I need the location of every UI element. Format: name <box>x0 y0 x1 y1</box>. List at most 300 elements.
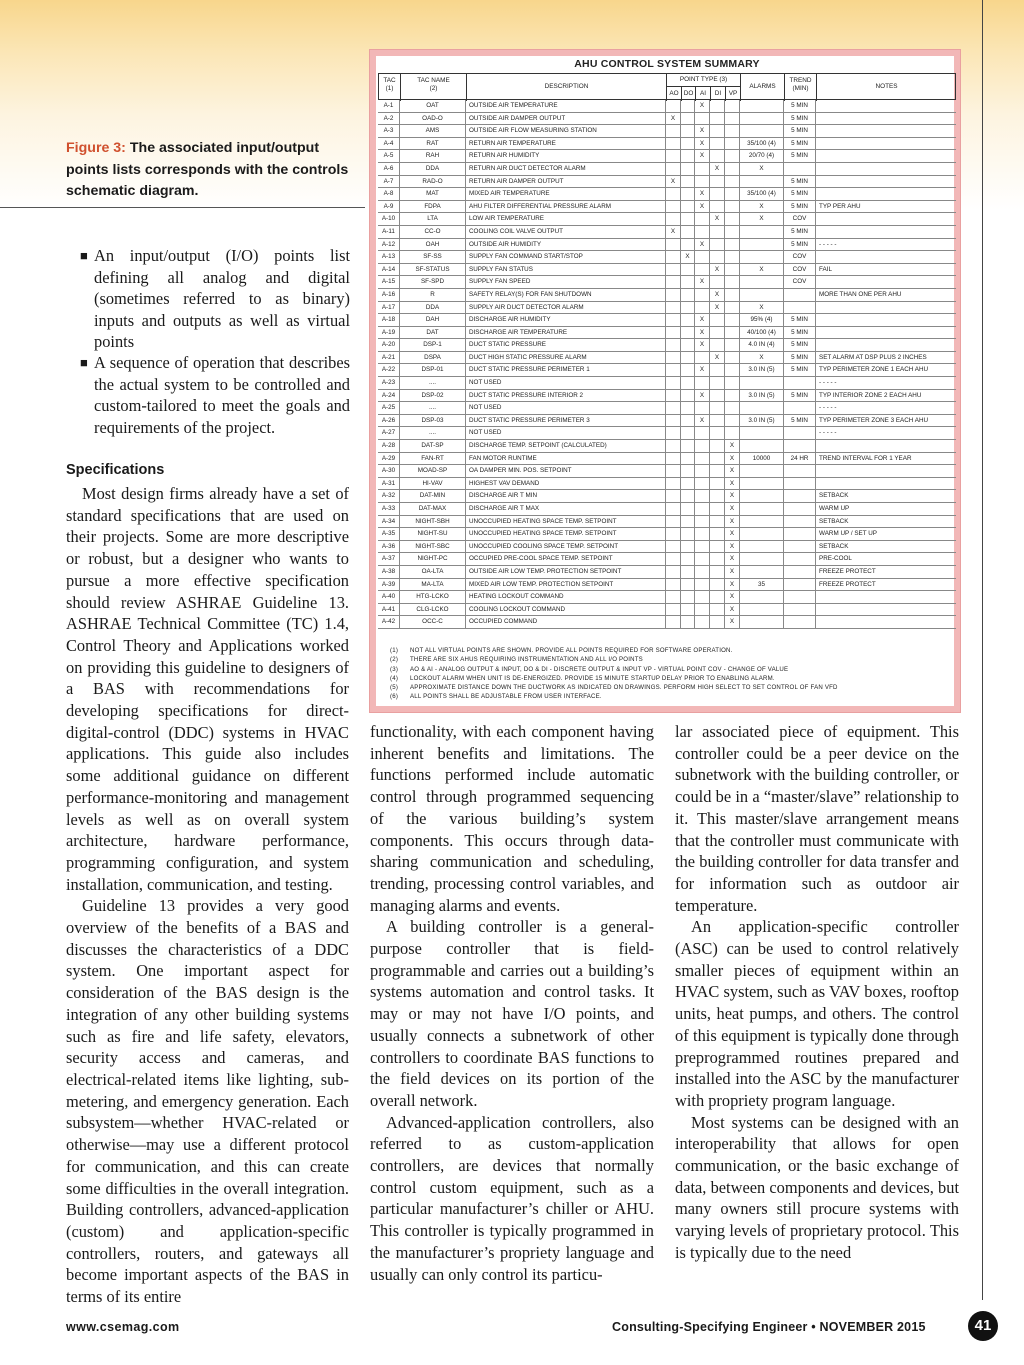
table-body <box>378 100 956 629</box>
cell-tac: A-18 <box>378 314 400 327</box>
cell-ai: X <box>695 138 710 151</box>
cell-di <box>710 314 725 327</box>
cell-tac: A-28 <box>378 440 400 453</box>
cell-alarms: 95% (4) <box>740 314 784 327</box>
cell-notes <box>816 339 955 352</box>
cell-tac: A-38 <box>378 566 400 579</box>
cell-di <box>710 339 725 352</box>
cell-trend: 5 MIN <box>784 125 816 138</box>
cell-alarms: 40/100 (4) <box>740 327 784 340</box>
cell-ao <box>666 541 681 554</box>
cell-do: X <box>681 251 695 264</box>
cell-ao <box>666 239 681 252</box>
cell-vp: X <box>725 616 740 629</box>
bullet-item <box>80 352 350 438</box>
cell-tac-name: DDA <box>400 163 466 176</box>
table-row <box>378 579 956 592</box>
cell-tac: A-30 <box>378 465 400 478</box>
cell-di: X <box>710 302 725 315</box>
cell-ai <box>695 213 710 226</box>
cell-vp <box>725 327 740 340</box>
cell-do <box>681 176 695 189</box>
cell-ai <box>695 251 710 264</box>
cell-notes: - - - - - <box>819 240 837 248</box>
cell-vp <box>725 415 740 428</box>
cell-vp: X <box>725 465 740 478</box>
cell-di: X <box>710 289 725 302</box>
cell-tac: A-37 <box>378 553 400 566</box>
table-row <box>378 440 956 453</box>
cell-di <box>710 125 725 138</box>
cell-do <box>681 390 695 403</box>
cell-description: SUPPLY AIR DUCT DETECTOR ALARM <box>466 302 666 315</box>
cell-tac: A-26 <box>378 415 400 428</box>
cell-di <box>710 138 725 151</box>
figure-caption <box>66 138 356 203</box>
cell-do <box>681 339 695 352</box>
cell-tac: A-22 <box>378 364 400 377</box>
cell-do <box>681 113 695 126</box>
cell-ao <box>666 415 681 428</box>
cell-ao <box>666 427 681 440</box>
cell-notes <box>816 176 955 189</box>
table-row <box>378 478 956 491</box>
cell-tac-name: DAT-SP <box>400 440 466 453</box>
paragraph: functionality, with each component having inherent benefits and limitations. The functions performed include automatic control through programmed sequencing of the various building’s system components. This occurs through data-sharing communication and scheduling, trending, processing control variables, and managing alarms and events. <box>370 722 654 915</box>
footnote: (2) THERE ARE SIX AHUS REQUIRING INSTRUMENTATION AND ALL I/O POINTS <box>390 656 643 664</box>
cell-alarms <box>740 490 784 503</box>
cell-tac-name: DAT-MIN <box>400 490 466 503</box>
table-row <box>378 541 956 554</box>
cell-di <box>710 516 725 529</box>
cell-alarms: 35 <box>740 579 784 592</box>
cell-description: RETURN AIR TEMPERATURE <box>466 138 666 151</box>
cell-di <box>710 566 725 579</box>
cell-di: X <box>710 352 725 365</box>
cell-description: HIGHEST VAV DEMAND <box>466 478 666 491</box>
cell-di <box>710 415 725 428</box>
cell-description: MIXED AIR TEMPERATURE <box>466 188 666 201</box>
cell-vp <box>725 188 740 201</box>
table-row <box>378 490 956 503</box>
cell-trend: 24 HR <box>784 453 816 466</box>
cell-alarms: 35/100 (4) <box>740 138 784 151</box>
cell-tac-name: NIGHT-SU <box>400 528 466 541</box>
cell-ai: X <box>695 415 710 428</box>
cell-trend <box>784 490 816 503</box>
cell-vp: X <box>725 604 740 617</box>
cell-tac: A-20 <box>378 339 400 352</box>
cell-trend: 5 MIN <box>784 176 816 189</box>
cell-description: SAFETY RELAY(S) FOR FAN SHUTDOWN <box>466 289 666 302</box>
cell-alarms <box>740 100 784 113</box>
cell-alarms: X <box>740 163 784 176</box>
cell-tac: A-3 <box>378 125 400 138</box>
col-header-ai: AI <box>696 87 711 101</box>
cell-description: OUTSIDE AIR FLOW MEASURING STATION <box>466 125 666 138</box>
cell-di <box>710 528 725 541</box>
cell-ai: X <box>695 339 710 352</box>
cell-ai <box>695 402 710 415</box>
paragraph: Advanced-application controllers, also referred to as custom-application controllers, are devices that normally control custom equipment, such as a particular manufacturer’s chiller or AHU. This controller is typically programmed in the manufacturer’s propriety language and usually can only control its particu- <box>370 1112 654 1284</box>
cell-vp <box>725 100 740 113</box>
cell-alarms: 3.0 IN (5) <box>740 390 784 403</box>
footnote: (5) APPROXIMATE DISTANCE DOWN THE DUCTWORK AS INDICATED ON DRAWINGS. PERFORM HIGH SELECT TO SET CONTROL OF FAN VFD <box>390 684 838 692</box>
table-row <box>378 604 956 617</box>
cell-do <box>681 453 695 466</box>
table-row <box>378 201 956 214</box>
cell-vp: X <box>725 541 740 554</box>
cell-tac: A-17 <box>378 302 400 315</box>
table-row <box>378 516 956 529</box>
cell-tac-name: AMS <box>400 125 466 138</box>
col-header-do: DO <box>682 87 696 101</box>
cell-ai <box>695 465 710 478</box>
cell-description: OCCUPIED PRE-COOL SPACE TEMP. SETPOINT <box>466 553 666 566</box>
cell-ai: X <box>695 150 710 163</box>
cell-ao <box>666 528 681 541</box>
cell-alarms: 4.0 IN (4) <box>740 339 784 352</box>
cell-tac-name: DAT-MAX <box>400 503 466 516</box>
cell-di <box>710 390 725 403</box>
cell-notes: - - - - - <box>819 429 837 437</box>
cell-description: NOT USED <box>466 402 666 415</box>
table-row <box>378 289 956 302</box>
paragraph: Most systems can be designed with an interoperability that allows for open communication, or the basic exchange of data, between components and devices, but many owners still procure systems with varying levels of proprietary protocol. This is typically due to the need <box>675 1112 959 1262</box>
cell-tac-name: OAH <box>400 239 466 252</box>
cell-tac-name: DSP-1 <box>400 339 466 352</box>
col-header-description: DESCRIPTION <box>467 74 667 101</box>
cell-vp: X <box>725 440 740 453</box>
table-row <box>378 302 956 315</box>
cell-ao <box>666 616 681 629</box>
cell-do <box>681 201 695 214</box>
cell-description: DUCT HIGH STATIC PRESSURE ALARM <box>466 352 666 365</box>
table-row <box>378 150 956 163</box>
cell-tac-name: DSPA <box>400 352 466 365</box>
cell-ao <box>666 188 681 201</box>
cell-ao <box>666 591 681 604</box>
table-row <box>378 138 956 151</box>
cell-notes: FREEZE PROTECT <box>819 567 876 575</box>
bullet-text: A sequence of operation that describes the actual system to be controlled and custom-tailored to meet the goals and requirements of the project. <box>94 353 350 437</box>
cell-ao <box>666 377 681 390</box>
cell-description: UNOCCUPIED HEATING SPACE TEMP. SETPOINT <box>466 516 666 529</box>
cell-trend <box>784 579 816 592</box>
cell-trend: COV <box>784 264 816 277</box>
cell-tac: A-5 <box>378 150 400 163</box>
cell-notes: TYP PERIMETER ZONE 3 EACH AHU <box>819 416 929 424</box>
cell-vp <box>725 226 740 239</box>
cell-tac-name: DSP-01 <box>400 364 466 377</box>
cell-di <box>710 579 725 592</box>
cell-tac-name: DSP-02 <box>400 390 466 403</box>
col-header-alarms: ALARMS <box>741 74 785 101</box>
table-header <box>378 73 956 100</box>
cell-description: OUTSIDE AIR HUMIDITY <box>466 239 666 252</box>
cell-ao <box>666 100 681 113</box>
cell-trend: 5 MIN <box>784 364 816 377</box>
table-row <box>378 591 956 604</box>
table-row <box>378 566 956 579</box>
table-row <box>378 553 956 566</box>
cell-alarms <box>740 478 784 491</box>
cell-ai <box>695 604 710 617</box>
cell-di <box>710 188 725 201</box>
cell-notes: PRE-COOL <box>819 555 852 563</box>
cell-vp: X <box>725 516 740 529</box>
cell-ai: X <box>695 201 710 214</box>
paragraph: Guideline 13 provides a very good overview of the benefits of a BAS and discusses the characteristics of a DDC system. One important aspect for consideration of the BAS design is the integration of any other building systems such as fire and life safety, elevators, security access and cameras, and electrical-related items like lighting, sub-metering, and emergency generation. Each subsystem—whether HVAC-related or otherwise—may use a different protocol for communication, and this can create some difficulties in the overall integration. Building controllers, advanced-application (custom) and application-specific controllers, routers, and gateways all become important aspects of the BAS in terms of its entire <box>66 896 349 1307</box>
cell-di <box>710 478 725 491</box>
cell-alarms: 3.0 IN (5) <box>740 415 784 428</box>
cell-trend: 5 MIN <box>784 150 816 163</box>
cell-do <box>681 150 695 163</box>
cell-trend <box>784 427 816 440</box>
cell-notes <box>816 188 955 201</box>
cell-trend <box>784 465 816 478</box>
cell-ao <box>666 289 681 302</box>
cell-alarms <box>740 176 784 189</box>
cell-vp <box>725 251 740 264</box>
cell-di <box>710 465 725 478</box>
cell-notes: WARM UP <box>819 505 850 512</box>
cell-ai <box>695 226 710 239</box>
cell-ai <box>695 490 710 503</box>
cell-ao <box>666 516 681 529</box>
cell-description: DISCHARGE TEMP. SETPOINT (CALCULATED) <box>466 440 666 453</box>
cell-ao <box>666 402 681 415</box>
cell-tac: A-33 <box>378 503 400 516</box>
table-row <box>378 113 956 126</box>
cell-description: OA DAMPER MIN. POS. SETPOINT <box>466 465 666 478</box>
cell-ai <box>695 163 710 176</box>
cell-ao <box>666 390 681 403</box>
col-header-ao: AO <box>667 87 682 101</box>
cell-tac: A-29 <box>378 453 400 466</box>
cell-di <box>710 490 725 503</box>
cell-tac: A-41 <box>378 604 400 617</box>
cell-tac: A-32 <box>378 490 400 503</box>
table-row <box>378 402 956 415</box>
cell-alarms: 35/100 (4) <box>740 188 784 201</box>
cell-notes <box>816 465 955 478</box>
cell-alarms <box>740 616 784 629</box>
cell-notes <box>816 604 955 617</box>
cell-vp <box>725 213 740 226</box>
cell-do <box>681 302 695 315</box>
page-number: 41 <box>968 1311 998 1341</box>
cell-tac: A-11 <box>378 226 400 239</box>
cell-ai <box>695 377 710 390</box>
cell-alarms <box>740 604 784 617</box>
cell-di <box>710 364 725 377</box>
cell-description: SUPPLY FAN STATUS <box>466 264 666 277</box>
cell-ai <box>695 289 710 302</box>
cell-notes <box>816 100 955 113</box>
table-row <box>378 226 956 239</box>
cell-tac-name: NIGHT-SBC <box>400 541 466 554</box>
cell-alarms <box>740 440 784 453</box>
bullet-square-icon: ■ <box>80 355 88 370</box>
cell-ai <box>695 528 710 541</box>
cell-vp <box>725 125 740 138</box>
cell-tac: A-6 <box>378 163 400 176</box>
cell-tac-name: OAD-O <box>400 113 466 126</box>
cell-ao <box>666 264 681 277</box>
cell-ai <box>695 440 710 453</box>
cell-description: NOT USED <box>466 377 666 390</box>
table-row <box>378 465 956 478</box>
cell-description: RETURN AIR DAMPER OUTPUT <box>466 176 666 189</box>
article-column-3 <box>675 721 959 1264</box>
cell-do <box>681 553 695 566</box>
cell-trend: 5 MIN <box>784 100 816 113</box>
cell-ao <box>666 201 681 214</box>
cell-alarms <box>740 503 784 516</box>
page-edge-line <box>982 0 983 1300</box>
cell-trend: 5 MIN <box>784 314 816 327</box>
cell-do <box>681 516 695 529</box>
cell-tac: A-34 <box>378 516 400 529</box>
cell-description: FAN MOTOR RUNTIME <box>466 453 666 466</box>
paragraph: An application-specific controller (ASC) can be used to control relatively smaller pieces of equipment within an HVAC system, such as VAV boxes, rooftop units, heat pumps, and others. The control of this equipment is typically done through preprogrammed routines prepared and installed into the ASC by the manufacturer with propriety program language. <box>675 917 959 1110</box>
cell-trend: COV <box>784 213 816 226</box>
cell-ao <box>666 163 681 176</box>
table-row <box>378 377 956 390</box>
cell-do <box>681 377 695 390</box>
cell-trend <box>784 516 816 529</box>
cell-vp <box>725 276 740 289</box>
cell-description: RETURN AIR HUMIDITY <box>466 150 666 163</box>
cell-tac: A-31 <box>378 478 400 491</box>
cell-notes: FREEZE PROTECT <box>819 580 876 588</box>
cell-do <box>681 364 695 377</box>
cell-trend: 5 MIN <box>784 327 816 340</box>
cell-tac: A-2 <box>378 113 400 126</box>
cell-tac-name: .... <box>400 427 466 440</box>
cell-do <box>681 163 695 176</box>
cell-do <box>681 264 695 277</box>
col-header-tac-name: TAC NAME (2) <box>401 74 467 101</box>
cell-trend: 5 MIN <box>784 352 816 365</box>
cell-do <box>681 490 695 503</box>
cell-vp: X <box>725 553 740 566</box>
cell-ai <box>695 264 710 277</box>
cell-ai: X <box>695 125 710 138</box>
cell-tac-name: .... <box>400 377 466 390</box>
table-row <box>378 415 956 428</box>
cell-description: COOLING LOCKOUT COMMAND <box>466 604 666 617</box>
cell-vp <box>725 176 740 189</box>
cell-ao: X <box>666 226 681 239</box>
cell-vp: X <box>725 591 740 604</box>
cell-tac-name: NIGHT-SBH <box>400 516 466 529</box>
cell-trend <box>784 566 816 579</box>
cell-alarms <box>740 541 784 554</box>
table-row <box>378 163 956 176</box>
table-row <box>378 352 956 365</box>
cell-tac-name: DAT <box>400 327 466 340</box>
cell-tac-name: MAT <box>400 188 466 201</box>
cell-di <box>710 201 725 214</box>
cell-di: X <box>710 163 725 176</box>
cell-trend <box>784 591 816 604</box>
cell-tac-name: RAT <box>400 138 466 151</box>
cell-alarms <box>740 239 784 252</box>
cell-di <box>710 176 725 189</box>
cell-do <box>681 289 695 302</box>
cell-ai <box>695 591 710 604</box>
cell-trend: 5 MIN <box>784 201 816 214</box>
cell-tac-name: NIGHT-PC <box>400 553 466 566</box>
cell-notes <box>816 478 955 491</box>
cell-alarms <box>740 591 784 604</box>
cell-ao <box>666 566 681 579</box>
cell-di <box>710 377 725 390</box>
cell-ao <box>666 314 681 327</box>
table-row <box>378 239 956 252</box>
cell-vp: X <box>725 503 740 516</box>
cell-tac-name: DAH <box>400 314 466 327</box>
cell-vp <box>725 427 740 440</box>
cell-di <box>710 239 725 252</box>
cell-do <box>681 100 695 113</box>
cell-notes: SETBACK <box>819 492 849 500</box>
cell-ao <box>666 138 681 151</box>
cell-do <box>681 327 695 340</box>
cell-alarms <box>740 528 784 541</box>
footnote: (3) AO & AI - ANALOG OUTPUT & INPUT, DO & DI - DISCRETE OUTPUT & INPUT VP - VIRTUAL POINT COV - CHANGE OF VALUE <box>390 665 789 673</box>
cell-ai <box>695 453 710 466</box>
table-row <box>378 251 956 264</box>
cell-ai: X <box>695 100 710 113</box>
cell-description: UNOCCUPIED COOLING SPACE TEMP. SETPOINT <box>466 541 666 554</box>
cell-di <box>710 553 725 566</box>
cell-di <box>710 251 725 264</box>
cell-vp <box>725 339 740 352</box>
cell-description: OUTSIDE AIR DAMPER OUTPUT <box>466 113 666 126</box>
cell-ai: X <box>695 390 710 403</box>
cell-tac-name: OAT <box>400 100 466 113</box>
cell-description: DISCHARGE AIR T MIN <box>466 490 666 503</box>
bullet-item <box>80 245 350 353</box>
table-row <box>378 264 956 277</box>
cell-do <box>681 566 695 579</box>
cell-trend <box>784 503 816 516</box>
cell-notes <box>816 213 955 226</box>
cell-trend: COV <box>784 251 816 264</box>
cell-ai <box>695 579 710 592</box>
cell-di <box>710 226 725 239</box>
cell-notes <box>816 226 955 239</box>
col-header-vp: VP <box>726 87 741 101</box>
footnote: (6) ALL POINTS SHALL BE ADJUSTABLE FROM USER INTERFACE. <box>390 693 602 701</box>
cell-trend <box>784 616 816 629</box>
cell-trend <box>784 528 816 541</box>
cell-notes: - - - - - <box>819 379 837 387</box>
cell-notes: FAIL <box>819 265 832 273</box>
cell-di <box>710 113 725 126</box>
cell-tac-name: SF-SS <box>400 251 466 264</box>
cell-do <box>681 478 695 491</box>
cell-ai <box>695 113 710 126</box>
cell-notes: SETBACK <box>819 517 849 525</box>
cell-di <box>710 453 725 466</box>
cell-description: UNOCCUPIED HEATING SPACE TEMP. SETPOINT <box>466 528 666 541</box>
cell-di: X <box>710 264 725 277</box>
cell-description: OCCUPIED COMMAND <box>466 616 666 629</box>
